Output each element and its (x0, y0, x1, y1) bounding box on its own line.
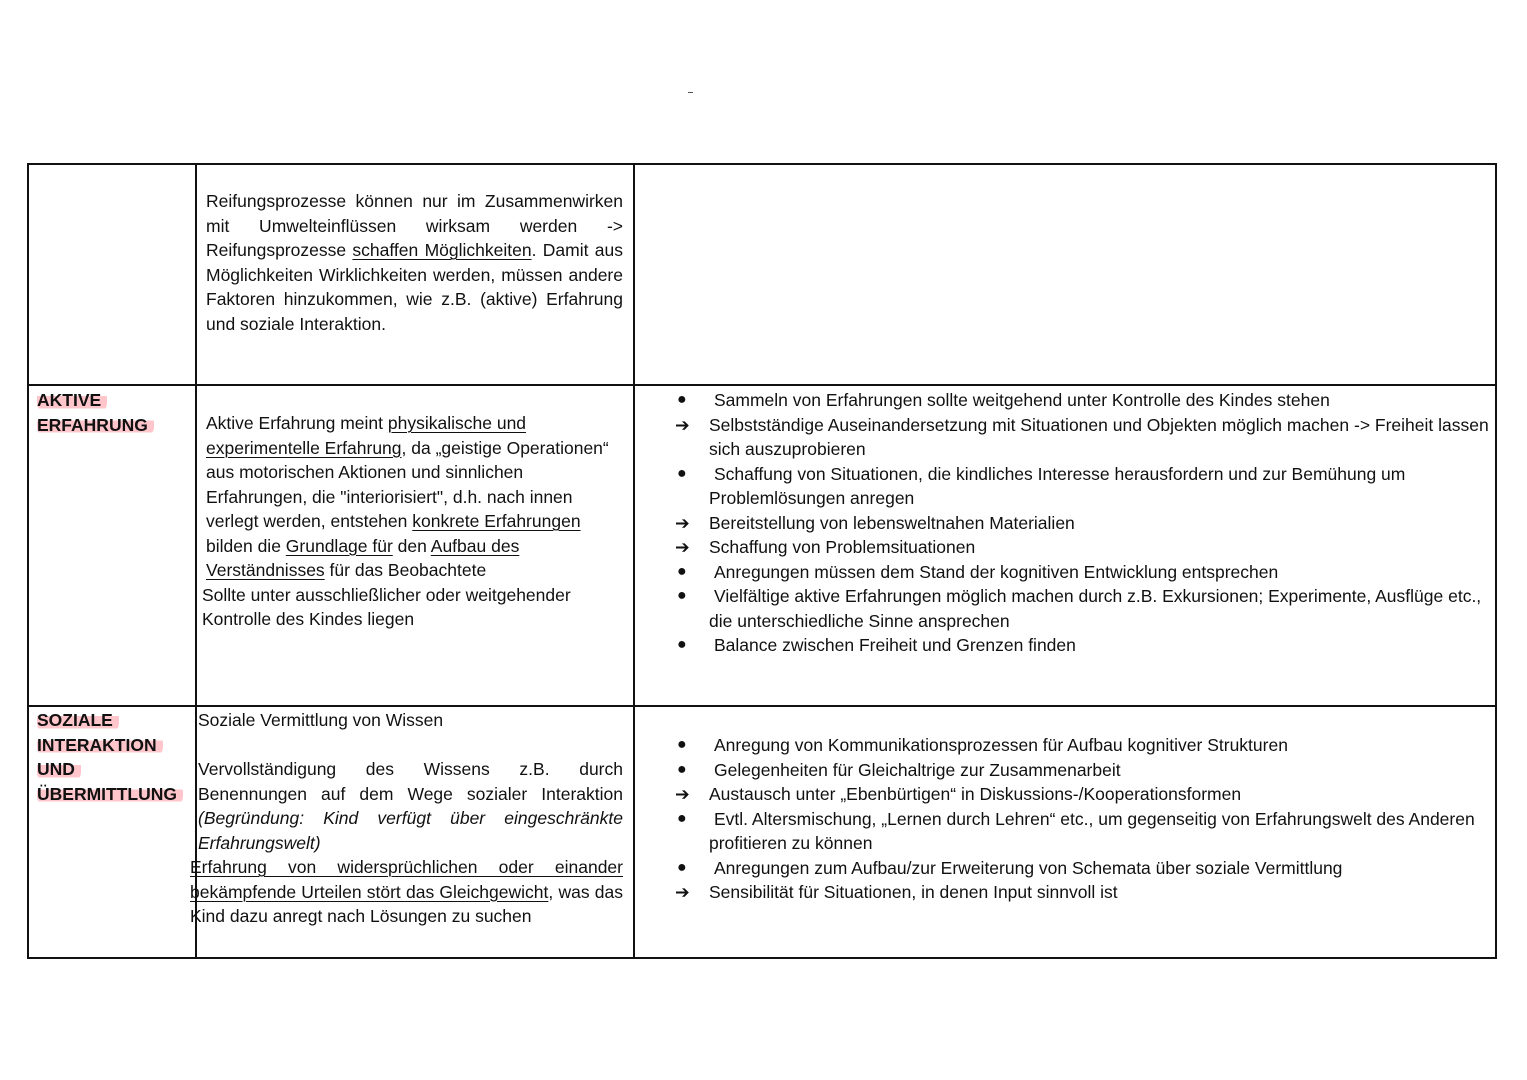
description-paragraph (206, 411, 623, 583)
description-paragraph (198, 757, 623, 855)
underlined-text: Grundlage für (285, 535, 393, 556)
text-run: , da „geistige Operationen“ aus motorischen Aktionen und sinnlichen Erfahrungen, die "interiorisiert", d.h. nach innen verlegt werden, entstehen (206, 437, 609, 531)
list-item (677, 388, 1495, 413)
list-item (677, 633, 1495, 658)
table-row (28, 164, 1496, 385)
bullet-icon: ● (677, 587, 687, 604)
list-item-text: Schaffung von Problemsituationen (709, 537, 976, 557)
bullet-icon: ● (677, 760, 687, 778)
underlined-text: Erfahrung von widersprüchlichen oder einander bekämpfende Urteilen stört das Gleichgewicht (190, 857, 623, 902)
row-label: INTERAKTION (37, 733, 163, 758)
underlined-text: Aufbau des Verständnisses (206, 535, 520, 580)
list-item-text: Gelegenheiten für Gleichaltrige zur Zusammenarbeit (714, 759, 1121, 780)
list-item (677, 413, 1495, 462)
list-item-text: Vielfältige aktive Erfahrungen möglich machen durch z.B. Exkursionen; Experimente, Ausflüge etc., die unterschiedliche Sinne ansprechen (709, 586, 1482, 631)
arrow-right-icon: ➔ (675, 512, 690, 533)
text-run: für das Beobachtete (324, 560, 487, 580)
row-label: SOZIALE (37, 708, 119, 733)
list-item (677, 782, 1495, 807)
list-item (677, 856, 1495, 881)
text-run: bilden die (206, 535, 286, 556)
list-item (677, 535, 1495, 560)
text-run: Soziale Vermittlung von Wissen (198, 710, 444, 730)
arrow-right-icon: ➔ (675, 537, 690, 557)
list-item-text: Austausch unter „Ebenbürtigen“ in Diskussions-/Kooperationsformen (709, 784, 1242, 804)
measures-cell (634, 164, 1496, 385)
list-item (677, 560, 1495, 585)
text-run: . Damit aus Möglichkeiten Wirklichkeiten werden, müssen andere Faktoren hinzukommen, wie z.B. (aktive) Erfahrung und soziale Interaktion. (206, 240, 623, 334)
description-cell (196, 385, 634, 706)
list-item (677, 733, 1495, 758)
label-cell (28, 706, 196, 958)
row-label: UND (37, 757, 81, 782)
list-item-text: Anregungen zum Aufbau/zur Erweiterung von Schemata über soziale Vermittlung (714, 857, 1343, 878)
list-item-text: Evtl. Altersmischung, „Lernen durch Lehren“ etc., um gegenseitig von Erfahrungswelt des Anderen profitieren zu können (709, 808, 1475, 853)
arrow-right-icon: ➔ (675, 784, 690, 804)
row-label: ÜBERMITTLUNG (37, 782, 183, 807)
bullet-icon: ● (677, 736, 687, 753)
description-cell (190, 706, 634, 958)
bullet-icon: ● (677, 809, 687, 827)
list-item-text: Balance zwischen Freiheit und Grenzen finden (714, 635, 1076, 655)
text-run: (Begründung: Kind verfügt über eingeschränkte Erfahrungswelt) (198, 808, 623, 853)
underlined-text: physikalische und experimentelle Erfahrung (206, 413, 527, 458)
label-cell (28, 385, 196, 706)
text-run: Vervollständigung des Wissens z.B. durch Benennungen auf dem Wege sozialer Interaktion (198, 759, 623, 804)
arrow-right-icon: ➔ (675, 414, 690, 435)
bullet-icon: ● (677, 391, 687, 408)
header-mark (688, 92, 693, 93)
description-paragraph (202, 583, 623, 632)
text-run: Sollte unter ausschließlicher oder weitgehender Kontrolle des Kindes liegen (202, 584, 571, 629)
text-run: den (392, 535, 431, 556)
underlined-text: konkrete Erfahrungen (412, 511, 581, 531)
arrow-right-icon: ➔ (675, 882, 690, 902)
text-run: Reifungsprozesse können nur im Zusammenwirken mit Umwelteinflüssen wirksam werden -> Reifungsprozesse (206, 191, 623, 260)
list-item (677, 511, 1495, 536)
list-item-text: Bereitstellung von lebensweltnahen Materialien (709, 512, 1075, 533)
list-item-text: Sensibilität für Situationen, in denen Input sinnvoll ist (709, 882, 1118, 902)
label-cell (28, 164, 196, 385)
text-run: Aktive Erfahrung meint (206, 413, 388, 433)
underlined-text: schaffen Möglichkeiten (352, 240, 532, 260)
description-paragraph (190, 855, 623, 929)
list-item (677, 758, 1495, 783)
description-cell (196, 164, 634, 385)
measures-cell (634, 385, 1496, 706)
list-item (677, 462, 1495, 511)
list-item-text: Anregung von Kommunikationsprozessen für Aufbau kognitiver Strukturen (714, 735, 1288, 755)
list-item-text: Selbstständige Auseinandersetzung mit Situationen und Objekten möglich machen -> Freiheit lassen sich auszuprobieren (709, 414, 1489, 459)
list-item (677, 880, 1495, 905)
list-item-text: Sammeln von Erfahrungen sollte weitgehend unter Kontrolle des Kindes stehen (714, 390, 1330, 410)
list-item (677, 584, 1495, 633)
measures-cell (634, 706, 1496, 958)
description-paragraph (198, 708, 623, 733)
list-item-text: Anregungen müssen dem Stand der kognitiven Entwicklung entsprechen (714, 561, 1279, 582)
list-item-text: Schaffung von Situationen, die kindliches Interesse herausfordern und zur Bemühung um Problemlösungen anregen (709, 463, 1406, 508)
text-run: , was das Kind dazu anregt nach Lösungen zu suchen (190, 881, 623, 926)
list-item (677, 807, 1495, 856)
bullet-icon: ● (677, 636, 687, 653)
table-row (28, 706, 1496, 958)
row-label: ERFAHRUNG (37, 413, 154, 438)
bullet-icon: ● (677, 562, 687, 580)
description-paragraph (206, 189, 623, 336)
table-row (28, 385, 1496, 706)
row-label: AKTIVE (37, 388, 107, 413)
concept-table (27, 163, 1497, 959)
bullet-icon: ● (677, 858, 687, 876)
bullet-icon: ● (677, 464, 687, 482)
